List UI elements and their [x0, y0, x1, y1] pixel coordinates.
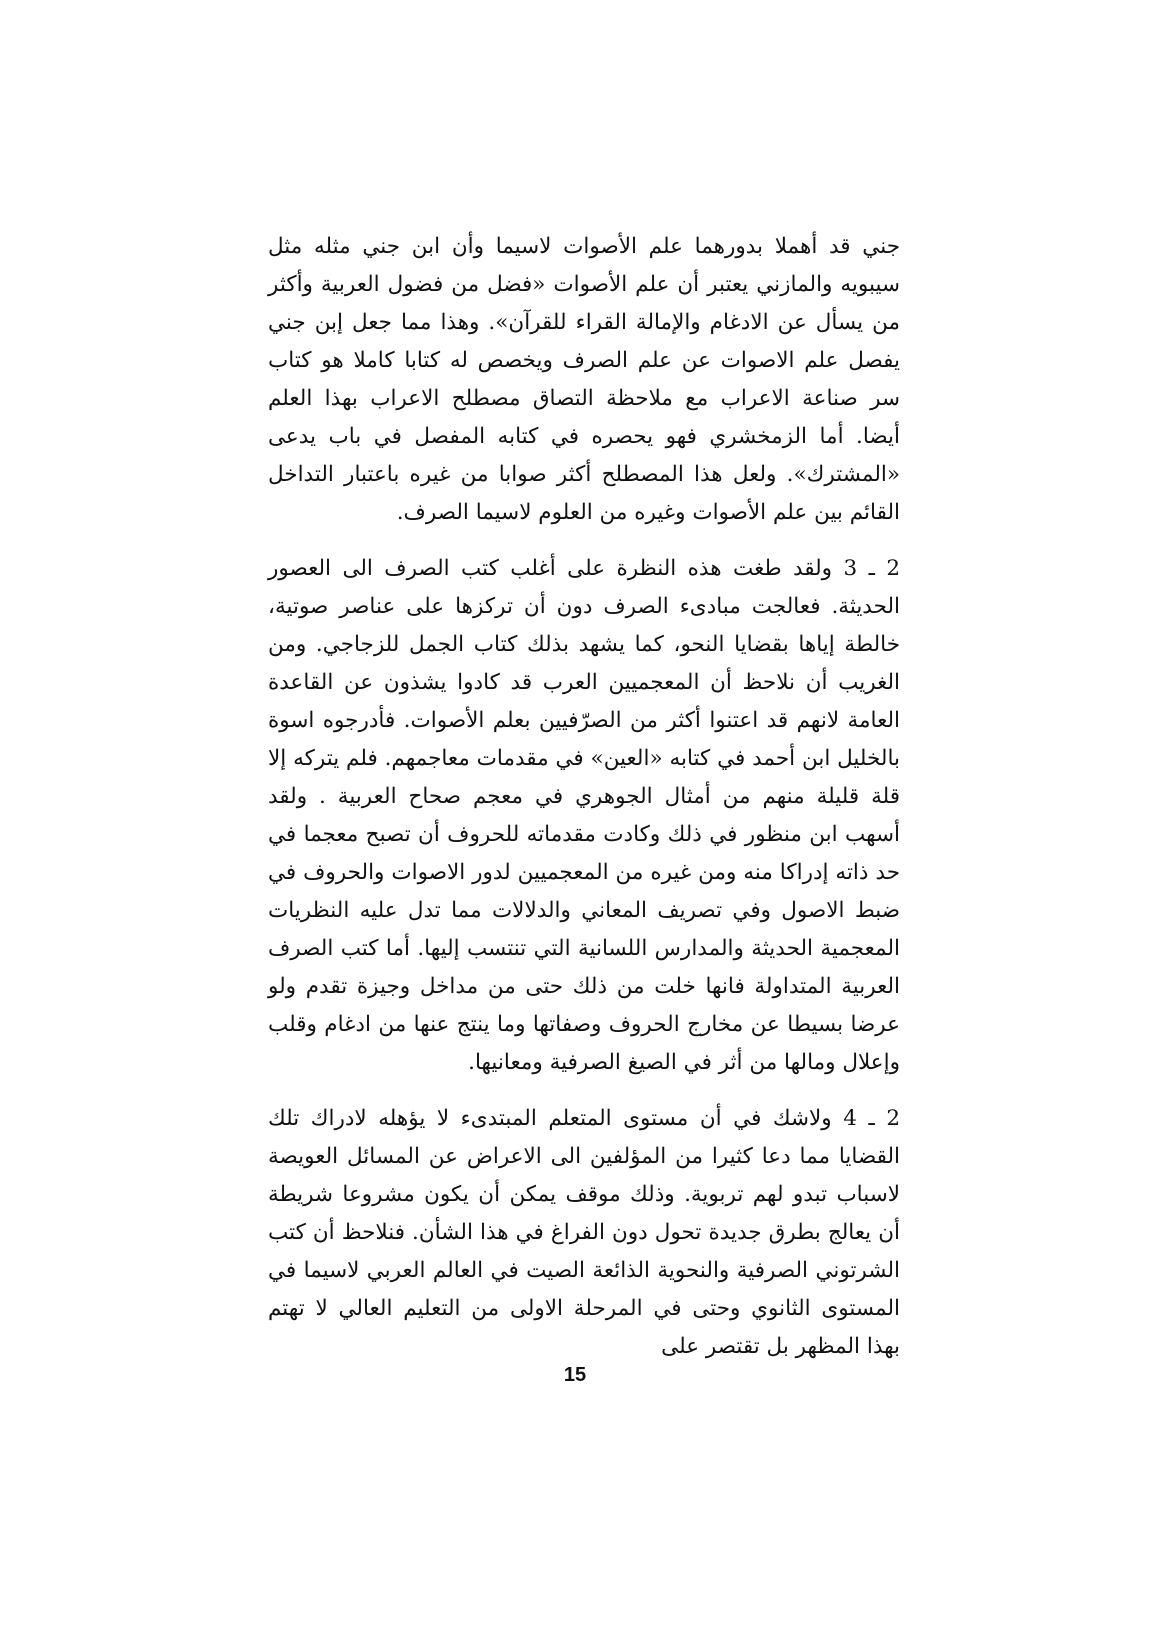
page-number: 15 [563, 1364, 587, 1386]
paragraph-2-4: 2 ـ 4 ولاشك في أن مستوى المتعلم المبتدىء لا يؤهله لادراك تلك القضايا مما دعا كثيرا من المؤلفين الى الاعراض عن المسائل العويصة لاسباب تبدو لهم تربوية. وذلك موقف يمكن أن يكون مشروعا شريطة أن يعالج بطرق جديدة تحول دون الفراغ في هذا الشأن. فنلاحظ أن كتب الشرتوني الصرفية والنحوية الذائعة الصيت في العالم العربي لاسيما في المستوى الثانوي وحتى في المرحلة الاولى من التعليم العالي لا تهتم بهذا المظهر بل تقتصر على [268, 1106, 901, 1359]
paragraph-sound-science: جني قد أهملا بدورهما علم الأصوات لاسيما وأن ابن جني مثله مثل سيبويه والمازني يعتبر أن علم الأصوات «فضل من فضول العربية وأكثر من يسأل عن الادغام والإمالة القراء للقرآن». وهذا مما جعل إبن جني يفصل علم الاصوات عن علم الصرف ويخصص له كتابا كاملا هو كتاب سر صناعة الاعراب مع ملاحظة التصاق مصطلح الاعراب بهذا العلم أيضا. أما الزمخشري فهو يحصره في كتابه المفصل في باب يدعى «المشترك». ولعل هذا المصطلح أكثر صوابا من غيره باعتبار التداخل القائم بين علم الأصوات وغيره من العلوم لاسيما الصرف. [268, 234, 900, 525]
paragraph-2-3: 2 ـ 3 ولقد طغت هذه النظرة على أغلب كتب الصرف الى العصور الحديثة. فعالجت مبادىء الصرف دون أن تركزها على عناصر صوتية، خالطة إياها بقضايا النحو، كما يشهد بذلك كتاب الجمل للزجاجي. ومن الغريب أن نلاحظ أن المعجميين العرب قد كادوا يشذون عن القاعدة العامة لانهم قد اعتنوا أكثر من الصرّفيين بعلم الأصوات. فأدرجوه اسوة بالخليل ابن أحمد في كتابه «العين» في مقدمات معاجمهم. فلم يتركه إلا قلة قليلة منهم من أمثال الجوهري في معجم صحاح العربية . ولقد أسهب ابن منظور في ذلك وكادت مقدماته للحروف أن تصبح معجما في حد ذاته إدراكا منه ومن غيره من المعجميين لدور الاصوات والحروف في ضبط الاصول وفي تصريف المعاني والدلالات مما تدل عليه النظريات المعجمية الحديثة والمدارس اللسانية التي تنتسب إليها. أما كتب الصرف العربية المتداولة فانها خلت من ذلك حتى من مداخل وجيزة تقدم ولو عرضا بسيطا عن مخارج الحروف وصفاتها وما ينتج عنها من ادغام وقلب وإعلال ومالها من أثر في الصيغ الصرفية ومعانيها. [268, 556, 900, 1075]
body-text [268, 228, 900, 1366]
